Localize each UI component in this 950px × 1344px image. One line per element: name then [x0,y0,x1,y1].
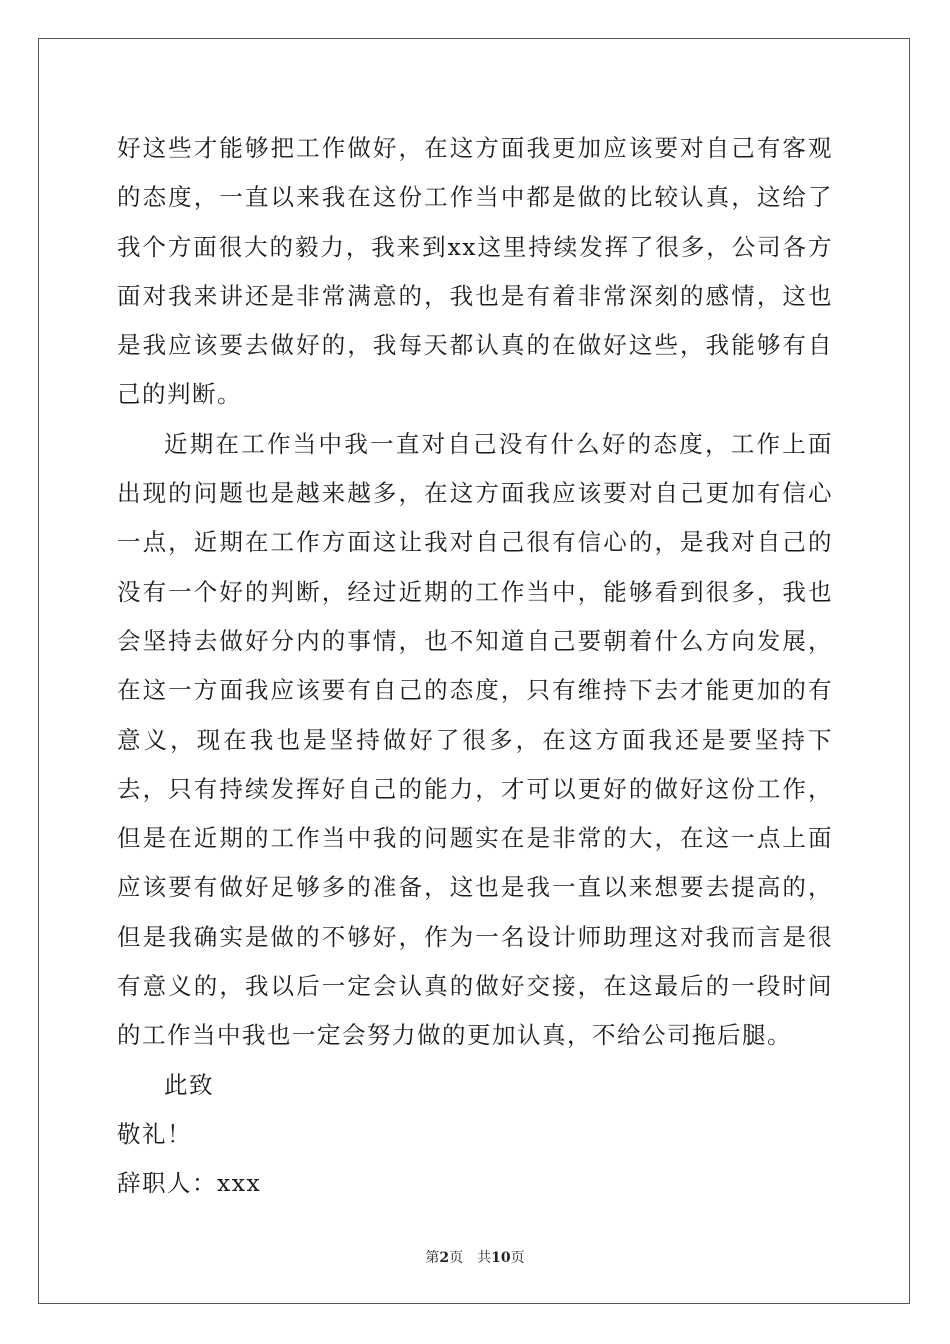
total-prefix: 共 [477,1250,492,1266]
closing-regards: 敬礼！ [117,1119,192,1148]
total-suffix: 页 [510,1250,525,1266]
paragraph-2: 近期在工作当中我一直对自己没有什么好的态度，工作上面出现的问题也是越来越多，在这方面我应该要对自己更加有信心一点，近期在工作方面这让我对自己很有信心的，是我对自己的没有一个好的判断，经过近期的工作当中，能够看到很多，我也会坚持去做好分内的事情，也不知道自己要朝着什么方向发展，在这一方面我应该要有自己的态度，只有维持下去才能更加的有意义，现在我也是坚持做好了很多，在这方面我还是要坚持下去，只有持续发挥好自己的能力，才可以更好的做好这份工作，但是在近期的工作当中我的问题实在是非常的大，在这一点上面应该要有做好足够多的准备，这也是我一直以来想要去提高的，但是我确实是做的不够好，作为一名设计师助理这对我而言是很有意义的，我以后一定会认真的做好交接，在这最后的一段时间的工作当中我也一定会努力做的更加认真，不给公司拖后腿。 [117,429,833,1050]
page-prefix: 第 [425,1250,440,1266]
page-footer [0,1247,950,1267]
total-pages: 10 [491,1250,511,1266]
signature-line: 辞职人：xxx [117,1169,262,1198]
document-body [117,124,833,1209]
paragraph-1: 好这些才能够把工作做好，在这方面我更加应该要对自己有客观的态度，一直以来我在这份工作当中都是做的比较认真，这给了我个方面很大的毅力，我来到xx这里持续发挥了很多，公司各方面对我来讲还是非常满意的，我也是有着非常深刻的感情，这也是我应该要去做好的，我每天都认真的在做好这些，我能够有自己的判断。 [117,134,833,409]
page-number: 2 [439,1250,450,1266]
closing-salutation: 此致 [164,1070,214,1099]
page-suffix: 页 [449,1250,464,1266]
